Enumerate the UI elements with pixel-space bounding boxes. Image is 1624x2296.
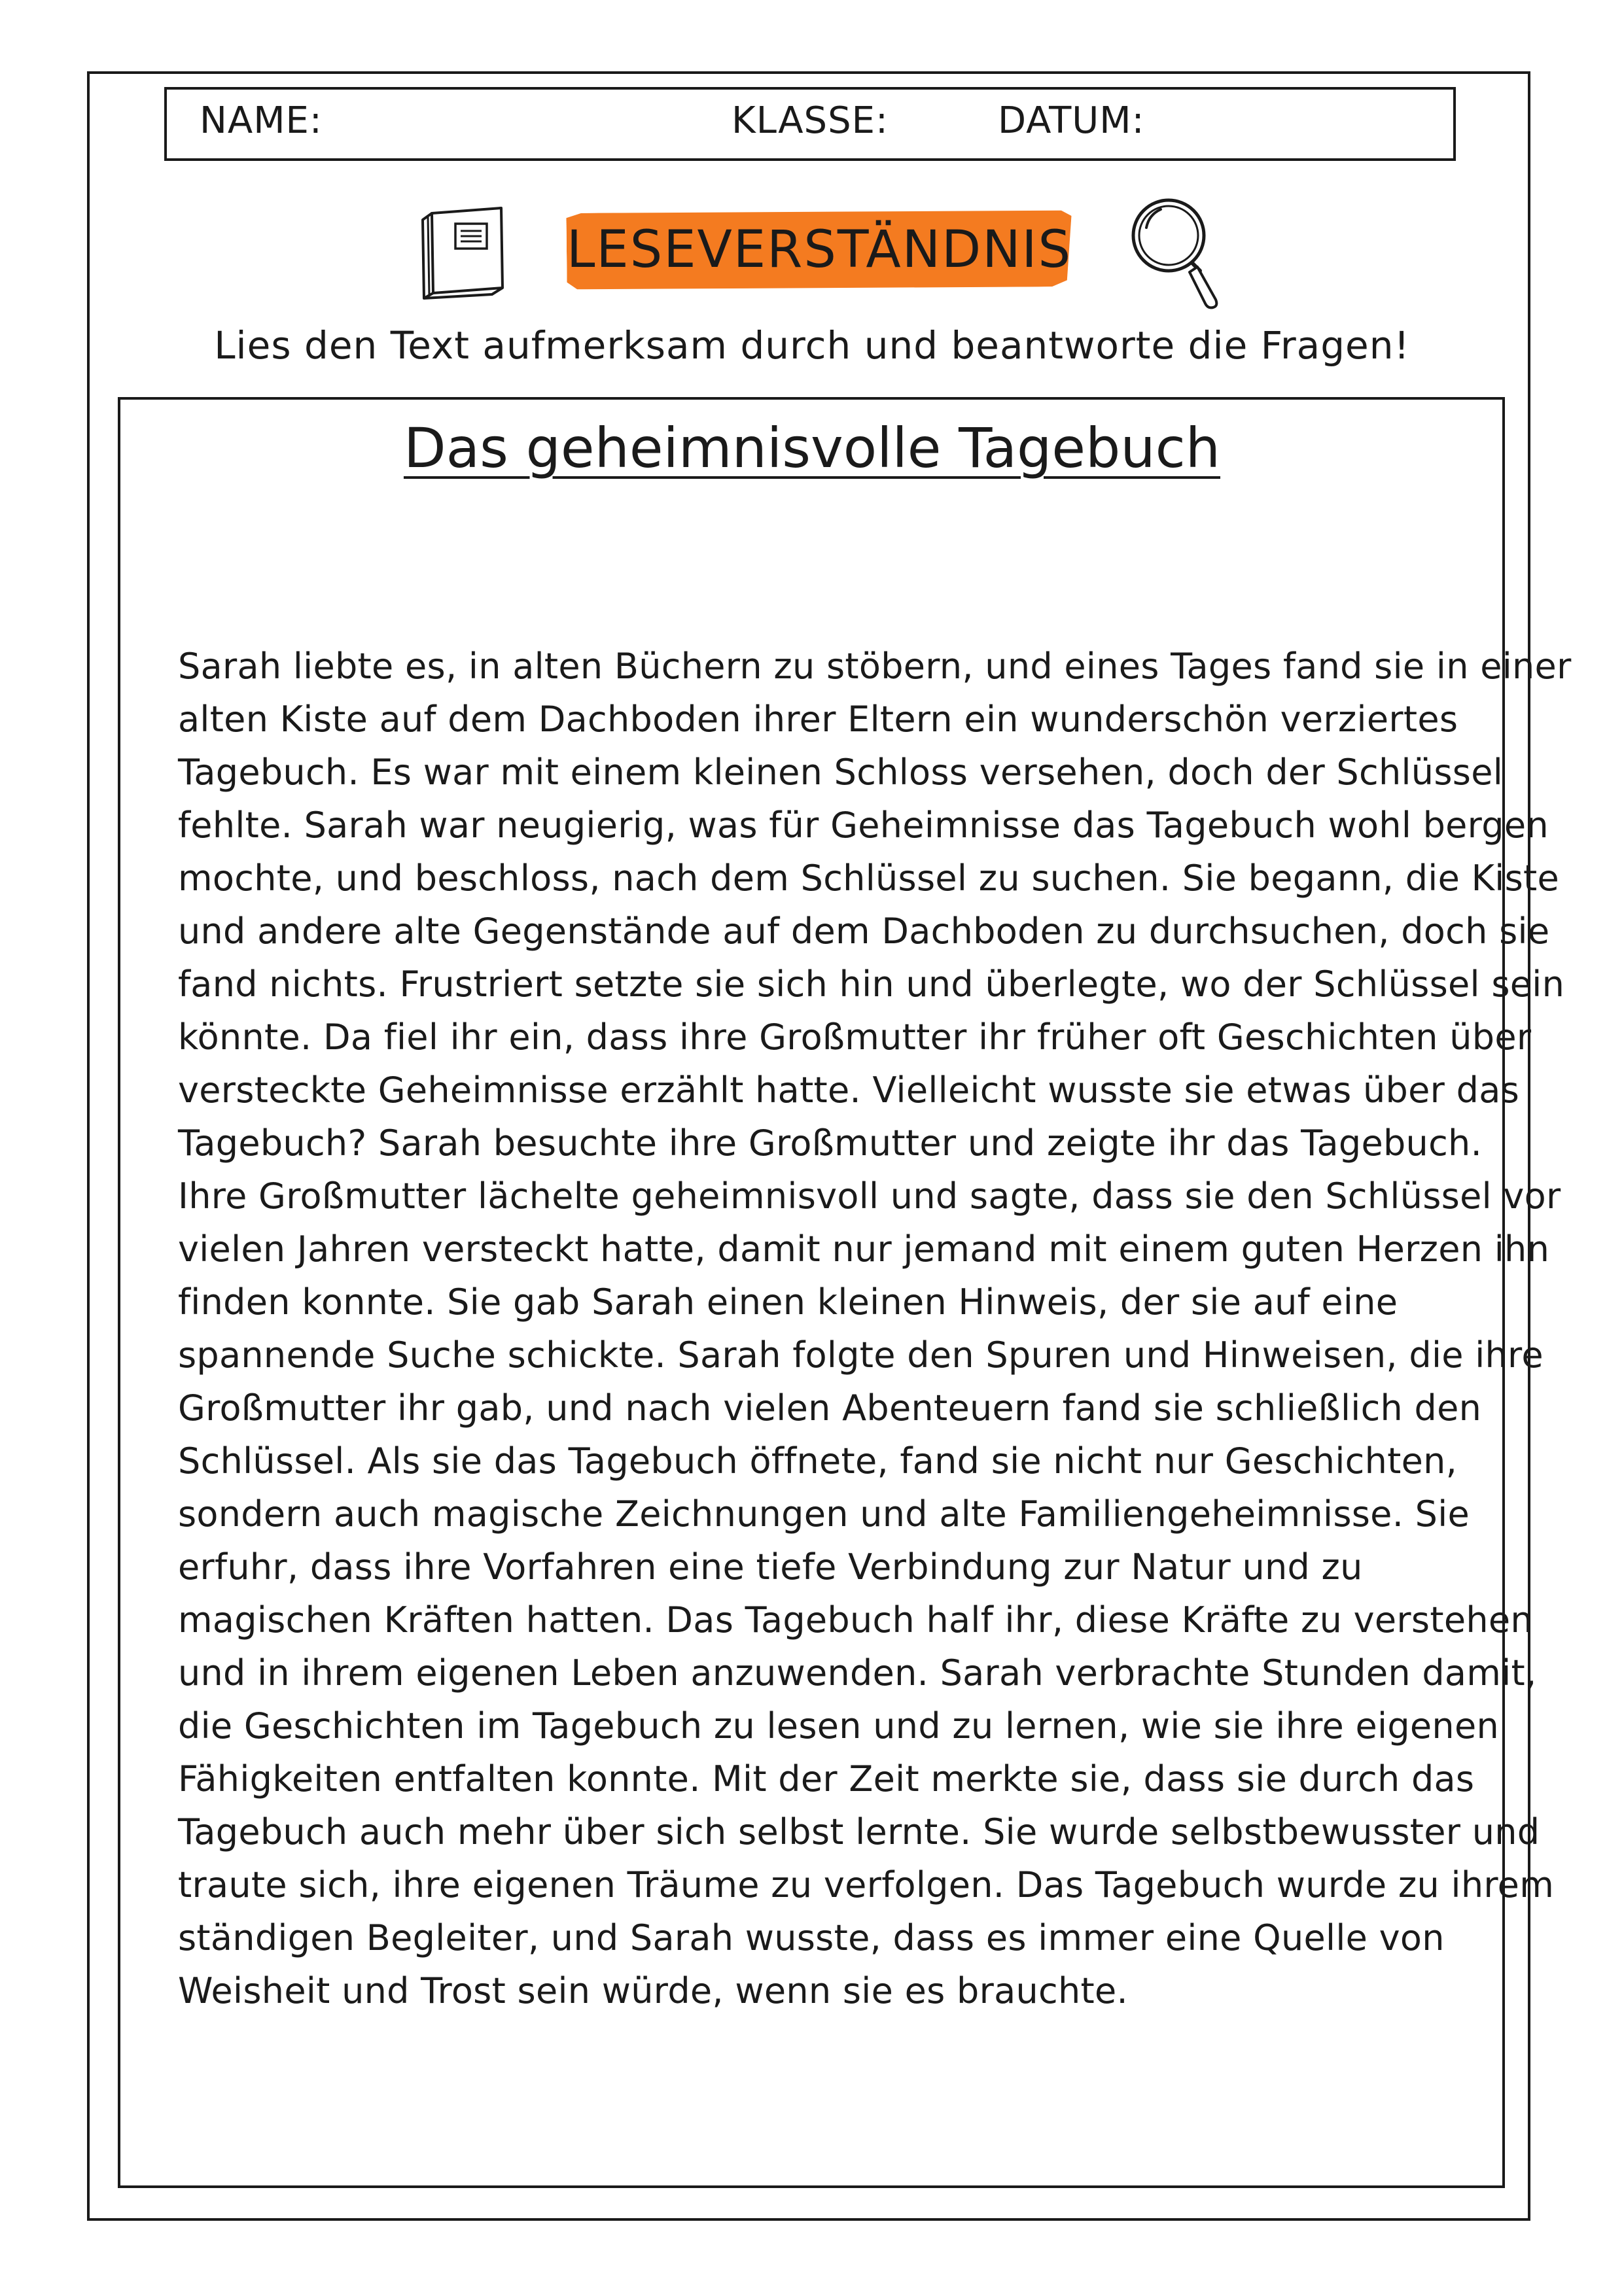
story-line: Tagebuch? Sarah besuchte ihre Großmutter und zeigte ihr das Tagebuch.: [178, 1122, 1483, 1164]
story-line: fand nichts. Frustriert setzte sie sich hin und überlegte, wo der Schlüssel sein: [178, 964, 1565, 1005]
story-line: spannende Suche schickte. Sarah folgte den Spuren und Hinweisen, die ihre: [178, 1334, 1544, 1376]
story-line: magischen Kräften hatten. Das Tagebuch half ihr, diese Kräfte zu verstehen: [178, 1599, 1533, 1641]
story-line: ständigen Begleiter, und Sarah wusste, dass es immer eine Quelle von: [178, 1917, 1445, 1958]
story-line: und in ihrem eigenen Leben anzuwenden. Sarah verbrachte Stunden damit,: [178, 1652, 1537, 1694]
story-line: Ihre Großmutter lächelte geheimnisvoll und sagte, dass sie den Schlüssel vor: [178, 1175, 1561, 1217]
instruction-text: Lies den Text aufmerksam durch und beantworte die Fragen!: [214, 323, 1410, 368]
story-line: Tagebuch. Es war mit einem kleinen Schloss versehen, doch der Schlüssel: [178, 752, 1504, 793]
story-line: sondern auch magische Zeichnungen und alte Familiengeheimnisse. Sie: [178, 1493, 1470, 1535]
story-line: die Geschichten im Tagebuch zu lesen und zu lernen, wie sie ihre eigenen: [178, 1705, 1499, 1747]
story-title: [0, 412, 1624, 484]
story-line: Tagebuch auch mehr über sich selbst lernte. Sie wurde selbstbewusster und: [178, 1811, 1540, 1852]
story-line: alten Kiste auf dem Dachboden ihrer Eltern ein wunderschön verziertes: [178, 699, 1458, 740]
magnifier-icon: [1127, 195, 1225, 309]
story-line: Großmutter ihr gab, und nach vielen Abenteuern fand sie schließlich den: [178, 1387, 1482, 1429]
name-label: NAME:: [200, 99, 323, 142]
book-icon: [417, 201, 509, 300]
story-line: Schlüssel. Als sie das Tagebuch öffnete, fand sie nicht nur Geschichten,: [178, 1440, 1458, 1482]
story-line: erfuhr, dass ihre Vorfahren eine tiefe Verbindung zur Natur und zu: [178, 1546, 1363, 1588]
story-line: finden konnte. Sie gab Sarah einen kleinen Hinweis, der sie auf eine: [178, 1281, 1398, 1323]
story-title-text: Das geheimnisvolle Tagebuch: [403, 416, 1221, 480]
story-line: Weisheit und Trost sein würde, wenn sie es brauchte.: [178, 1970, 1128, 2011]
story-line: könnte. Da fiel ihr ein, dass ihre Großmutter ihr früher oft Geschichten über: [178, 1017, 1532, 1058]
worksheet-title: LESEVERSTÄNDNIS: [566, 220, 1072, 279]
klasse-label: KLASSE:: [732, 99, 889, 142]
story-line: fehlte. Sarah war neugierig, was für Geheimnisse das Tagebuch wohl bergen: [178, 805, 1549, 846]
story-line: traute sich, ihre eigenen Träume zu verfolgen. Das Tagebuch wurde zu ihrem: [178, 1864, 1555, 1905]
story-line: vielen Jahren versteckt hatte, damit nur jemand mit einem guten Herzen ihn: [178, 1228, 1550, 1270]
story-line: Fähigkeiten entfalten konnte. Mit der Zeit merkte sie, dass sie durch das: [178, 1758, 1475, 1800]
story-line: mochte, und beschloss, nach dem Schlüssel zu suchen. Sie begann, die Kiste: [178, 858, 1560, 899]
story-line: und andere alte Gegenstände auf dem Dachboden zu durchsuchen, doch sie: [178, 911, 1550, 952]
story-line: versteckte Geheimnisse erzählt hatte. Vielleicht wusste sie etwas über das: [178, 1070, 1520, 1111]
datum-label: DATUM:: [998, 99, 1145, 142]
story-body: [178, 640, 1572, 2017]
story-line: Sarah liebte es, in alten Büchern zu stöbern, und eines Tages fand sie in einer: [178, 646, 1572, 687]
